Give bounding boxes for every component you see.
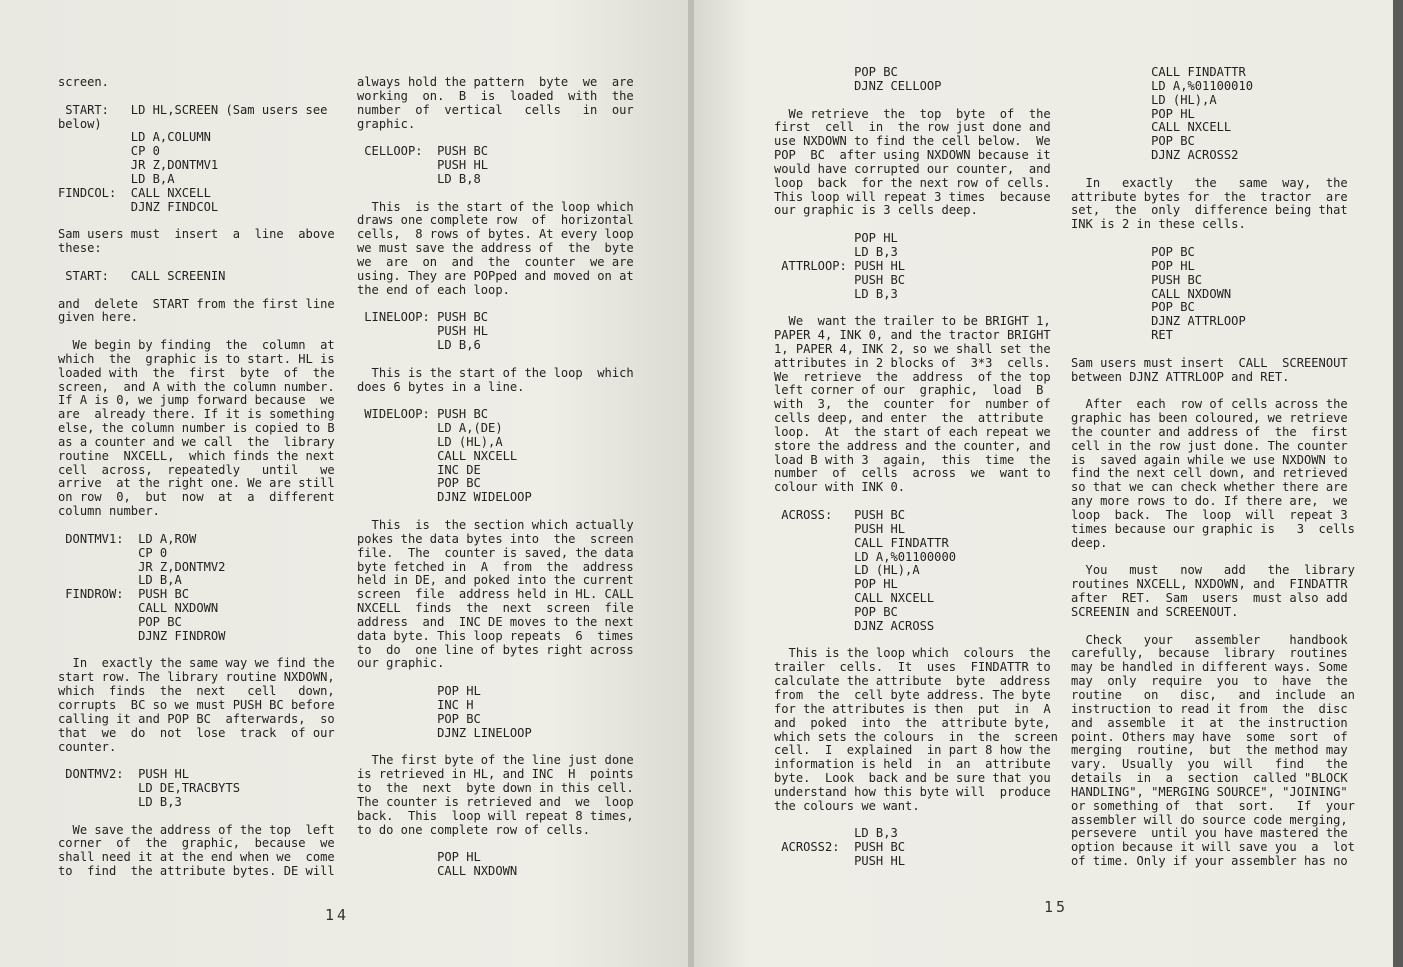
text-line: and delete START from the first line [58, 296, 335, 311]
text-line [357, 353, 634, 367]
text-line: to the next byte down in this cell. [357, 781, 634, 796]
text-line: given here. [58, 310, 139, 325]
text-line [1071, 620, 1355, 634]
text-line: LD (HL),A [357, 434, 503, 449]
text-line: left corner of our graphic, load B [774, 383, 1044, 398]
text-line: screen. [58, 75, 109, 89]
text-line: and assemble it at the instruction [1071, 715, 1348, 730]
text-line [58, 519, 335, 533]
text-line [357, 505, 634, 519]
text-line: PUSH BC [1071, 272, 1203, 287]
text-line: LD B,3 [774, 286, 898, 301]
text-line [774, 634, 1058, 648]
text-line: ACROSS: PUSH BC [774, 508, 906, 522]
text-line: LD A,COLUMN [58, 130, 211, 145]
text-line: POP BC [1071, 300, 1195, 315]
text-line: carefully, because library routines [1071, 646, 1348, 661]
text-line [58, 214, 335, 228]
text-line: assembler will do source code merging, [1071, 812, 1348, 827]
text-line: the end of each loop. [357, 282, 510, 297]
text-line: may only require you to have the [1071, 674, 1348, 689]
text-line: which finds the next cell down, [58, 684, 335, 699]
text-line: CALL NXCELL [1071, 120, 1232, 135]
right-page-column-1 [774, 66, 1058, 869]
text-line: merging routine, but the method may [1071, 743, 1348, 758]
text-line: The counter is retrieved and we loop [357, 794, 634, 809]
text-line [357, 394, 634, 408]
text-line: draws one complete row of horizontal [357, 213, 634, 228]
text-line: option because it will save you a lot [1071, 840, 1355, 855]
text-line: PUSH HL [774, 854, 906, 869]
text-line: The first byte of the line just done [357, 753, 634, 768]
text-line: CP 0 [58, 144, 160, 159]
text-line: POP HL [357, 850, 481, 865]
text-line: first cell in the row just done and [774, 120, 1051, 135]
text-line: pokes the data bytes into the screen [357, 531, 634, 546]
text-line: CALL NXDOWN [357, 864, 518, 879]
text-line: after RET. Sam users must also add [1071, 591, 1348, 606]
text-line: PUSH BC [774, 272, 906, 287]
text-line: You must now add the library [1071, 563, 1355, 578]
text-line: CALL NXDOWN [1071, 286, 1232, 301]
text-line: attributes in 2 blocks of 3*3 cells. [774, 355, 1051, 370]
text-line: LD A,%01100000 [774, 549, 957, 564]
text-line: We save the address of the top left [58, 822, 335, 837]
text-line: using. They are POPped and moved on at [357, 268, 634, 283]
text-line: We want the trailer to be BRIGHT 1, [774, 314, 1051, 329]
text-line [1071, 343, 1355, 357]
text-line [1071, 551, 1355, 565]
text-line: routine on disc, and include an [1071, 687, 1355, 702]
text-line: LD A,(DE) [357, 421, 503, 436]
text-line: Sam users must insert CALL SCREENOUT [1071, 355, 1348, 370]
text-line: This is the section which actually [357, 518, 634, 532]
text-line: may be handled in different ways. Some [1071, 660, 1348, 675]
text-line: WIDELOOP: PUSH BC [357, 407, 489, 422]
text-line: as a counter and we call the library [58, 434, 335, 449]
text-line: screen, and A with the column number. [58, 379, 335, 394]
text-line: LD B,8 [357, 171, 481, 186]
text-line: CALL FINDATTR [774, 535, 949, 550]
text-line: CALL NXCELL [357, 448, 518, 463]
text-line: DJNZ FINDROW [58, 628, 226, 643]
text-line: which sets the colours in the screen [774, 729, 1058, 744]
book-edge-shadow [1393, 0, 1403, 967]
text-line: file. The counter is saved, the data [357, 545, 634, 560]
text-line: with 3, the counter for number of [774, 397, 1051, 412]
text-line: LD (HL),A [774, 563, 920, 578]
text-line: DJNZ ACROSS [774, 618, 935, 633]
text-line: DJNZ ATTRLOOP [1071, 314, 1246, 329]
text-line: number of vertical cells in our [357, 102, 634, 117]
text-line: DONTMV2: PUSH HL [58, 767, 190, 782]
text-line: POP BC [1071, 134, 1195, 149]
text-line: below) [58, 116, 102, 131]
text-line: corner of the graphic, because we [58, 836, 335, 851]
text-line: colour with INK 0. [774, 480, 906, 495]
text-line: these: [58, 241, 102, 256]
text-line [774, 495, 1058, 509]
text-line: loaded with the first byte of the [58, 365, 335, 380]
text-line: so that we can check whether there are [1071, 480, 1348, 495]
text-line: We begin by finding the column at [58, 338, 335, 353]
text-line: our graphic. [357, 656, 445, 671]
right-page [694, 0, 1393, 967]
text-line: from the cell byte address. The byte [774, 687, 1051, 702]
text-line: byte fetched in A from the address [357, 559, 634, 574]
text-line: DONTMV1: LD A,ROW [58, 531, 197, 546]
text-line: start row. The library routine NXDOWN, [58, 670, 335, 685]
text-line: PUSH HL [357, 158, 489, 173]
text-line: LD B,3 [774, 244, 898, 259]
text-line: CALL NXCELL [774, 591, 935, 606]
text-line: ATTRLOOP: PUSH HL [774, 258, 906, 273]
text-line: held in DE, and poked into the current [357, 573, 634, 588]
text-line: If A is 0, we jump forward because we [58, 393, 335, 408]
text-line: load B with 3 again, this time the [774, 452, 1051, 467]
text-line [1071, 384, 1355, 398]
right-page-column-2 [1071, 66, 1355, 869]
text-line: FINDROW: PUSH BC [58, 587, 190, 602]
text-line: LD B,A [58, 573, 182, 588]
text-line: cell in the row just done. The counter [1071, 438, 1348, 453]
text-line: byte. Look back and be sure that you [774, 771, 1051, 786]
text-line [58, 754, 335, 768]
text-line: PUSH HL [774, 521, 906, 536]
text-line: on row 0, but now at a different [58, 490, 335, 505]
text-line: point. Others may have some sort of [1071, 729, 1348, 744]
text-line: LD B,A [58, 171, 175, 186]
text-line: DJNZ WIDELOOP [357, 490, 532, 505]
text-line: we are on and the counter we are [357, 254, 634, 269]
left-page-column-2 [357, 76, 634, 879]
text-line: arrive at the right one. We are still [58, 476, 335, 491]
text-line: JR Z,DONTMV1 [58, 158, 219, 173]
text-line: LD DE,TRACBYTS [58, 781, 241, 796]
text-line: After each row of cells across the [1071, 397, 1348, 412]
text-line: This is the loop which colours the [774, 646, 1051, 661]
text-line: LINELOOP: PUSH BC [357, 310, 489, 325]
text-line: Check your assembler handbook [1071, 632, 1348, 647]
text-line: to do one complete row of cells. [357, 822, 590, 837]
text-line: which the graphic is to start. HL is [58, 351, 335, 366]
text-line: 1, PAPER 4, INK 2, so we shall set the [774, 341, 1051, 356]
left-page [0, 0, 690, 967]
text-line: details in a section called "BLOCK [1071, 771, 1348, 786]
text-line: POP BC [1071, 244, 1195, 259]
text-line: times because our graphic is 3 cells [1071, 521, 1355, 536]
text-line [357, 187, 634, 201]
text-line: LD B,6 [357, 338, 481, 353]
text-line: We retrieve the address of the top [774, 369, 1051, 384]
text-line: is retrieved in HL, and INC H points [357, 767, 634, 782]
text-line: are already there. If it is something [58, 407, 335, 422]
text-line: POP HL [1071, 258, 1195, 273]
text-line: is saved again while we use NXDOWN to [1071, 452, 1348, 467]
text-line: cells deep, and enter the attribute [774, 411, 1044, 426]
text-line: understand how this byte will produce [774, 784, 1051, 799]
text-line: LD A,%01100010 [1071, 78, 1254, 93]
text-line [58, 644, 335, 658]
text-line [1071, 232, 1355, 246]
text-line [774, 218, 1058, 232]
text-line: DJNZ CELLOOP [774, 78, 942, 93]
text-line [58, 325, 335, 339]
text-line [357, 671, 634, 685]
text-line: cells, 8 rows of bytes. At every loop [357, 227, 634, 242]
text-line: CP 0 [58, 545, 168, 560]
text-line: In exactly the same way, the [1071, 175, 1348, 190]
text-line: store the address and the counter, and [774, 438, 1051, 453]
text-line: shall need it at the end when we come [58, 850, 335, 865]
text-line: This is the start of the loop which [357, 199, 634, 214]
text-line: routine NXCELL, which finds the next [58, 448, 335, 463]
text-line [1071, 163, 1355, 177]
text-line: POP BC [774, 604, 898, 619]
text-line: number of cells across we want to [774, 466, 1051, 481]
text-line: POP BC [58, 614, 182, 629]
text-line: START: CALL SCREENIN [58, 268, 226, 283]
text-line: graphic. [357, 116, 416, 131]
text-line: PUSH HL [357, 324, 489, 339]
text-line [58, 256, 335, 270]
text-line [357, 741, 634, 755]
text-line: the colours we want. [774, 798, 920, 813]
text-line: routines NXCELL, NXDOWN, and FINDATTR [1071, 577, 1348, 592]
text-line: loop. At the start of each repeat we [774, 424, 1051, 439]
left-page-column-1 [58, 76, 335, 879]
text-line: to do one line of bytes right across [357, 642, 634, 657]
text-line: POP HL [357, 684, 481, 699]
text-line: INK is 2 in these cells. [1071, 217, 1246, 232]
text-line: we must save the address of the byte [357, 241, 634, 256]
text-line: loop back for the next row of cells. [774, 175, 1051, 190]
text-line: working on. B is loaded with the [357, 88, 634, 103]
text-line: persevere until you have mastered the [1071, 826, 1348, 841]
text-line: loop back. The loop will repeat 3 [1071, 508, 1348, 522]
text-line: calculate the attribute byte address [774, 674, 1051, 689]
text-line: attribute bytes for the tractor are [1071, 189, 1348, 204]
text-line: LD B,3 [774, 826, 898, 841]
text-line: graphic has been coloured, we retrieve [1071, 411, 1348, 426]
text-line [357, 131, 634, 145]
text-line: In exactly the same way we find the [58, 656, 335, 671]
text-line: START: LD HL,SCREEN (Sam users see [58, 102, 328, 117]
text-line: INC H [357, 697, 474, 712]
text-line: DJNZ ACROSS2 [1071, 148, 1239, 163]
text-line: screen file address held in HL. CALL [357, 587, 634, 602]
text-line: column number. [58, 504, 160, 519]
text-line [774, 301, 1058, 315]
text-line: or something of that sort. If your [1071, 798, 1355, 813]
text-line: corrupts BC so we must PUSH BC before [58, 697, 335, 712]
text-line: NXCELL finds the next screen file [357, 601, 634, 616]
text-line: CALL FINDATTR [1071, 65, 1246, 79]
text-line: SCREENIN and SCREENOUT. [1071, 604, 1239, 619]
text-line: DJNZ LINELOOP [357, 725, 532, 740]
text-line [357, 837, 634, 851]
text-line: POP BC after using NXDOWN because it [774, 148, 1051, 163]
text-line: the counter and address of the first [1071, 424, 1348, 439]
text-line: POP BC [774, 65, 898, 79]
text-line: CALL NXDOWN [58, 601, 219, 616]
text-line: instruction to read it from the disc [1071, 701, 1348, 716]
text-line: address and INC DE moves to the next [357, 614, 634, 629]
text-line [58, 284, 335, 298]
text-line: LD (HL),A [1071, 92, 1217, 107]
text-line: and poked into the attribute byte, [774, 715, 1051, 730]
text-line: Sam users must insert a line above [58, 227, 335, 242]
text-line: any more rows to do. If there are, we [1071, 494, 1348, 509]
text-line: This is the start of the loop which [357, 365, 634, 380]
text-line: to find the attribute bytes. DE will [58, 864, 335, 879]
text-line: back. This loop will repeat 8 times, [357, 808, 634, 823]
text-line: cell. I explained in part 8 how the [774, 743, 1051, 758]
text-line: LD B,3 [58, 794, 182, 809]
text-line: find the next cell down, and retrieved [1071, 466, 1348, 481]
page-number-right: 15 [1044, 898, 1069, 916]
text-line: POP HL [1071, 106, 1195, 121]
text-line: calling it and POP BC afterwards, so [58, 711, 335, 726]
text-line [58, 90, 335, 104]
text-line: vary. Usually you will find the [1071, 757, 1348, 772]
text-line: DJNZ FINDCOL [58, 199, 219, 214]
text-line [774, 814, 1058, 828]
page-number-left: 14 [325, 906, 350, 924]
text-line: our graphic is 3 cells deep. [774, 203, 978, 218]
text-line: of time. Only if your assembler has no [1071, 854, 1348, 869]
text-line: data byte. This loop repeats 6 times [357, 628, 634, 643]
text-line: that we do not lose track of our [58, 725, 335, 740]
text-line: CELLOOP: PUSH BC [357, 144, 489, 159]
text-line: JR Z,DONTMV2 [58, 559, 226, 574]
text-line: RET [1071, 328, 1173, 343]
text-line: cell across, repeatedly until we [58, 462, 335, 477]
text-line: INC DE [357, 462, 481, 477]
text-line: POP BC [357, 476, 481, 491]
text-line: trailer cells. It uses FINDATTR to [774, 660, 1051, 675]
text-line: does 6 bytes in a line. [357, 379, 525, 394]
text-line: POP HL [774, 231, 898, 246]
text-line: counter. [58, 739, 117, 754]
text-line: This loop will repeat 3 times because [774, 189, 1051, 204]
text-line [58, 810, 335, 824]
text-line: set, the only difference being that [1071, 203, 1348, 218]
text-line [357, 298, 634, 312]
text-line: HANDLING", "MERGING SOURCE", "JOINING" [1071, 784, 1348, 799]
text-line [774, 94, 1058, 108]
text-line: We retrieve the top byte of the [774, 106, 1051, 121]
text-line: use NXDOWN to find the cell below. We [774, 134, 1051, 149]
text-line: would have corrupted our counter, and [774, 161, 1051, 176]
text-line: FINDCOL: CALL NXCELL [58, 185, 211, 200]
text-line: always hold the pattern byte we are [357, 75, 634, 89]
text-line: information is held in an attribute [774, 757, 1051, 772]
text-line: ACROSS2: PUSH BC [774, 840, 906, 855]
text-line: deep. [1071, 535, 1108, 550]
text-line: between DJNZ ATTRLOOP and RET. [1071, 369, 1290, 384]
text-line: for the attributes is then put in A [774, 701, 1051, 716]
text-line: else, the column number is copied to B [58, 421, 335, 436]
text-line: POP BC [357, 711, 481, 726]
text-line: POP HL [774, 577, 898, 592]
text-line: PAPER 4, INK 0, and the tractor BRIGHT [774, 328, 1051, 343]
